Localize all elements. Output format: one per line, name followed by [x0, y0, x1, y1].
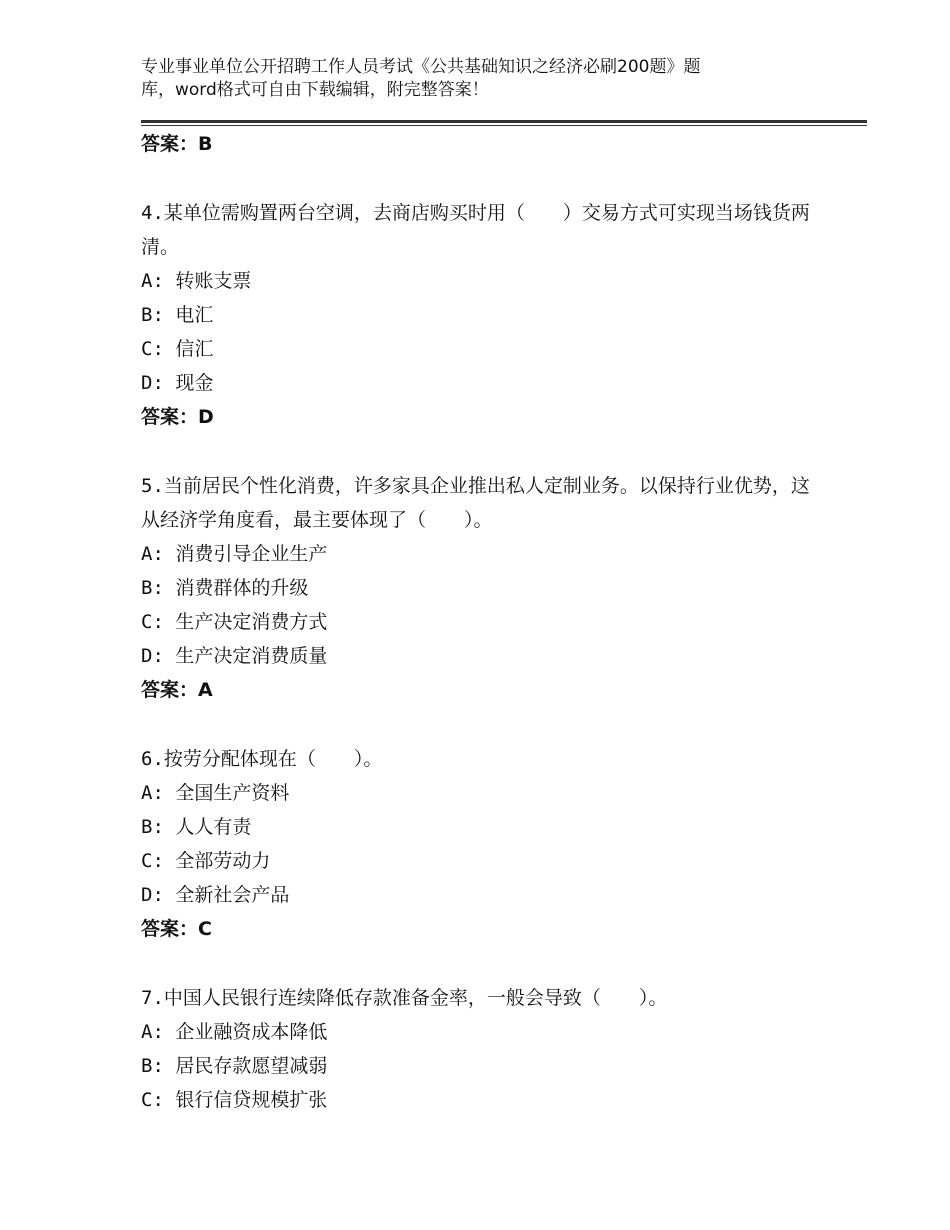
option-c: C: 银行信贷规模扩张 — [141, 1089, 328, 1111]
option-c: C: 信汇 — [141, 338, 214, 360]
header-divider-thick — [141, 120, 867, 123]
document-header — [141, 56, 781, 102]
question-stem: 6.按劳分配体现在（ ）。 — [141, 748, 383, 770]
option-b: B: 电汇 — [141, 304, 214, 326]
answer-line: 答案：D — [141, 406, 214, 428]
option-c: C: 全部劳动力 — [141, 850, 271, 872]
option-d: D: 生产决定消费质量 — [141, 645, 328, 667]
answer-line: 答案：A — [141, 679, 213, 701]
question-list — [141, 126, 821, 1117]
option-b: B: 人人有责 — [141, 816, 252, 838]
option-d: D: 现金 — [141, 372, 214, 394]
option-b: B: 消费群体的升级 — [141, 577, 309, 599]
option-a: A: 企业融资成本降低 — [141, 1021, 328, 1043]
option-c: C: 生产决定消费方式 — [141, 611, 328, 633]
question-5 — [141, 469, 821, 707]
header-line-2: 库，word格式可自由下载编辑，附完整答案！ — [141, 80, 489, 100]
option-b: B: 居民存款愿望减弱 — [141, 1055, 328, 1077]
option-a: A: 消费引导企业生产 — [141, 543, 328, 565]
option-a: A: 转账支票 — [141, 270, 252, 292]
question-stem: 5.当前居民个性化消费，许多家具企业推出私人定制业务。以保持行业优势，这从经济学角度看，最主要体现了（ ）。 — [141, 475, 810, 531]
question-4 — [141, 196, 821, 434]
question-stem: 4.某单位需购置两台空调，去商店购买时用（ ）交易方式可实现当场钱货两清。 — [141, 202, 810, 258]
answer-line: 答案：C — [141, 918, 212, 940]
option-a: A: 全国生产资料 — [141, 782, 290, 804]
question-7 — [141, 981, 821, 1117]
question-6 — [141, 742, 821, 946]
question-stem: 7.中国人民银行连续降低存款准备金率，一般会导致（ ）。 — [141, 987, 668, 1009]
header-line-1: 专业事业单位公开招聘工作人员考试《公共基础知识之经济必刷200题》题 — [141, 57, 701, 77]
option-d: D: 全新社会产品 — [141, 884, 290, 906]
answer-line: 答案：B — [141, 133, 213, 155]
